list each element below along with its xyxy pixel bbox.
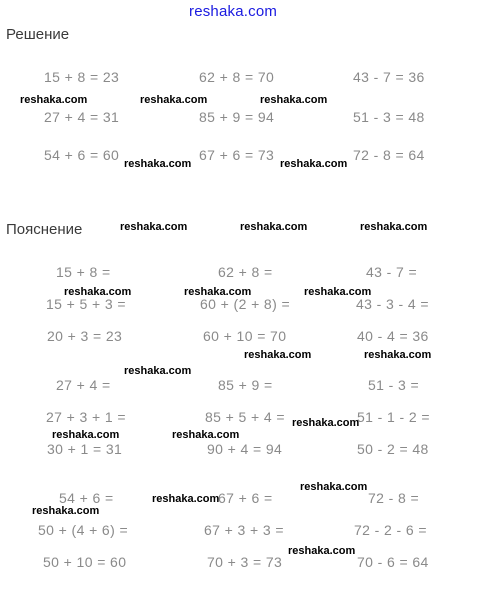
solution-eq: 67 + 6 = 73	[199, 147, 275, 163]
solution-eq: 72 - 8 = 64	[353, 147, 425, 163]
watermark: reshaka.com	[288, 545, 356, 557]
explanation-heading: Пояснение	[6, 221, 83, 238]
explanation-eq: 72 - 8 =	[368, 490, 420, 506]
solution-eq: 62 + 8 = 70	[199, 69, 275, 85]
solution-heading: Решение	[6, 26, 70, 43]
watermark: reshaka.com	[292, 417, 360, 429]
solution-eq: 85 + 9 = 94	[199, 109, 275, 125]
watermark: reshaka.com	[32, 505, 100, 517]
explanation-eq: 40 - 4 = 36	[357, 328, 429, 344]
watermark: reshaka.com	[244, 349, 312, 361]
watermark: reshaka.com	[300, 481, 368, 493]
explanation-eq: 67 + 3 + 3 =	[204, 522, 284, 538]
watermark: reshaka.com	[124, 158, 192, 170]
explanation-eq: 15 + 8 =	[56, 264, 111, 280]
explanation-eq: 70 - 6 = 64	[357, 554, 429, 570]
explanation-eq: 27 + 3 + 1 =	[46, 409, 126, 425]
watermark: reshaka.com	[52, 429, 120, 441]
explanation-eq: 43 - 7 =	[366, 264, 418, 280]
watermark: reshaka.com	[20, 94, 88, 106]
watermark: reshaka.com	[184, 286, 252, 298]
explanation-eq: 67 + 6 =	[218, 490, 273, 506]
explanation-eq: 70 + 3 = 73	[207, 554, 283, 570]
watermark: reshaka.com	[280, 158, 348, 170]
explanation-eq: 72 - 2 - 6 =	[354, 522, 427, 538]
explanation-eq: 51 - 3 =	[368, 377, 420, 393]
watermark: reshaka.com	[140, 94, 208, 106]
explanation-eq: 51 - 1 - 2 =	[357, 409, 430, 425]
solution-eq: 15 + 8 = 23	[44, 69, 120, 85]
explanation-eq: 27 + 4 =	[56, 377, 111, 393]
watermark: reshaka.com	[364, 349, 432, 361]
watermark: reshaka.com	[64, 286, 132, 298]
explanation-eq: 54 + 6 =	[59, 490, 114, 506]
solution-eq: 27 + 4 = 31	[44, 109, 120, 125]
watermark: reshaka.com	[360, 221, 428, 233]
site-link[interactable]: reshaka.com	[189, 3, 278, 20]
explanation-eq: 30 + 1 = 31	[47, 441, 123, 457]
watermark: reshaka.com	[152, 493, 220, 505]
explanation-eq: 62 + 8 =	[218, 264, 273, 280]
solution-eq: 54 + 6 = 60	[44, 147, 120, 163]
watermark: reshaka.com	[240, 221, 308, 233]
watermark: reshaka.com	[304, 286, 372, 298]
explanation-eq: 50 - 2 = 48	[357, 441, 429, 457]
explanation-eq: 60 + 10 = 70	[203, 328, 287, 344]
explanation-eq: 20 + 3 = 23	[47, 328, 123, 344]
watermark: reshaka.com	[124, 365, 192, 377]
watermark: reshaka.com	[120, 221, 188, 233]
watermark: reshaka.com	[260, 94, 328, 106]
explanation-eq: 85 + 9 =	[218, 377, 273, 393]
solution-eq: 51 - 3 = 48	[353, 109, 425, 125]
explanation-eq: 85 + 5 + 4 =	[205, 409, 285, 425]
solution-eq: 43 - 7 = 36	[353, 69, 425, 85]
explanation-eq: 60 + (2 + 8) =	[200, 296, 291, 312]
explanation-eq: 43 - 3 - 4 =	[356, 296, 429, 312]
explanation-eq: 15 + 5 + 3 =	[46, 296, 126, 312]
explanation-eq: 50 + (4 + 6) =	[38, 522, 129, 538]
explanation-eq: 50 + 10 = 60	[43, 554, 127, 570]
explanation-eq: 90 + 4 = 94	[207, 441, 283, 457]
watermark: reshaka.com	[172, 429, 240, 441]
